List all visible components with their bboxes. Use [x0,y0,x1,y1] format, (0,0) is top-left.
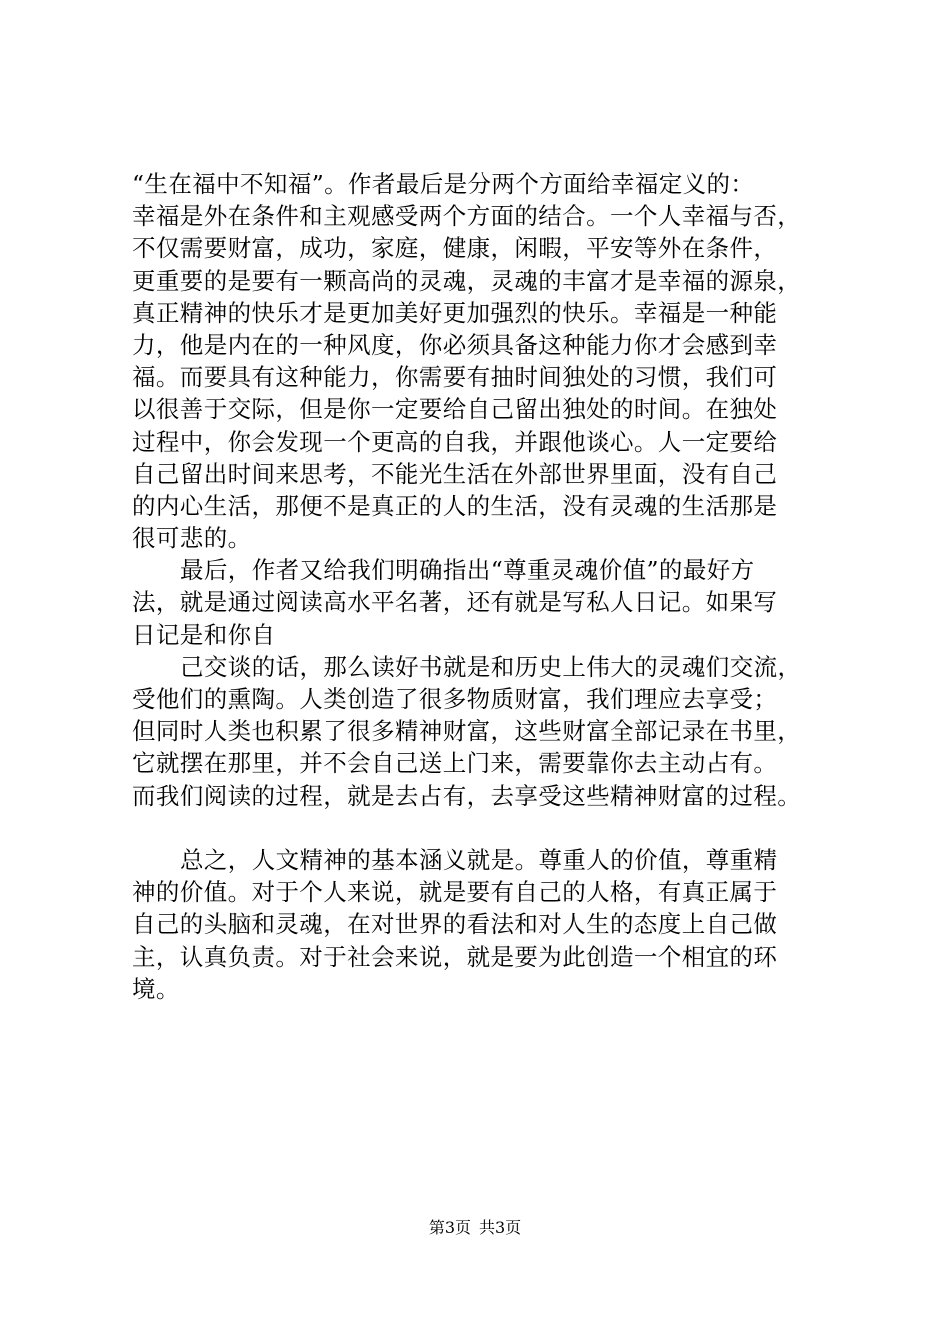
text-line: 总之，人文精神的基本涵义就是。尊重人的价值，尊重精 [180,845,778,874]
text-line: 幸福是外在条件和主观感受两个方面的结合。一个人幸福与否， [132,202,802,231]
text-line: 境。 [132,974,180,1003]
document-body [132,168,852,1005]
text-line: 最后，作者又给我们明确指出“尊重灵魂价值”的最好方 [180,556,755,585]
text-line: 自己留出时间来思考，不能光生活在外部世界里面，没有自己 [132,459,778,488]
text-line: 自己的头脑和灵魂，在对世界的看法和对人生的态度上自己做 [132,910,778,939]
text-line: 主，认真负责。对于社会来说，就是要为此创造一个相宜的环 [132,942,778,971]
text-line: 的内心生活，那便不是真正的人的生活，没有灵魂的生活那是 [132,491,778,520]
text-line: 而我们阅读的过程，就是去占有，去享受这些精神财富的过程。 [132,781,802,810]
text-line: 以很善于交际，但是你一定要给自己留出独处的时间。在独处 [132,395,778,424]
text-line: 很可悲的。 [132,524,252,553]
text-line: 过程中，你会发现一个更高的自我，并跟他谈心。人一定要给 [132,427,778,456]
text-line: 力，他是内在的一种风度，你必须具备这种能力你才会感到幸 [132,330,778,359]
text-line: 更重要的是要有一颗高尚的灵魂，灵魂的丰富才是幸福的源泉， [132,266,802,295]
text-line: 但同时人类也积累了很多精神财富，这些财富全部记录在书里， [132,717,802,746]
paragraph-1 [132,168,852,554]
text-line: 己交谈的话，那么读好书就是和历史上伟大的灵魂们交流， [180,652,802,681]
text-line: 真正精神的快乐才是更加美好更加强烈的快乐。幸福是一种能 [132,298,778,327]
paragraph-4 [132,844,852,1005]
paragraph-3 [132,651,852,812]
text-line: 不仅需要财富，成功，家庭，健康，闲暇，平安等外在条件， [132,234,778,263]
paragraph-2 [132,554,852,651]
page-total: 共3页 [479,1218,522,1237]
text-line: “生在福中不知福”。作者最后是分两个方面给幸福定义的： [132,170,755,198]
paragraph-spacer [132,812,852,844]
text-line: 福。而要具有这种能力，你需要有抽时间独处的习惯，我们可 [132,363,778,392]
page-number: 第3页 [428,1218,471,1237]
page-footer [0,1218,950,1238]
text-line: 它就摆在那里，并不会自己送上门来，需要靠你去主动占有。 [132,749,778,778]
text-line: 受他们的熏陶。人类创造了很多物质财富，我们理应去享受； [132,685,778,713]
text-line: 神的价值。对于个人来说，就是要有自己的人格，有真正属于 [132,878,778,907]
text-line: 日记是和你自 [132,620,276,649]
text-line: 法，就是通过阅读高水平名著，还有就是写私人日记。如果写 [132,588,778,617]
